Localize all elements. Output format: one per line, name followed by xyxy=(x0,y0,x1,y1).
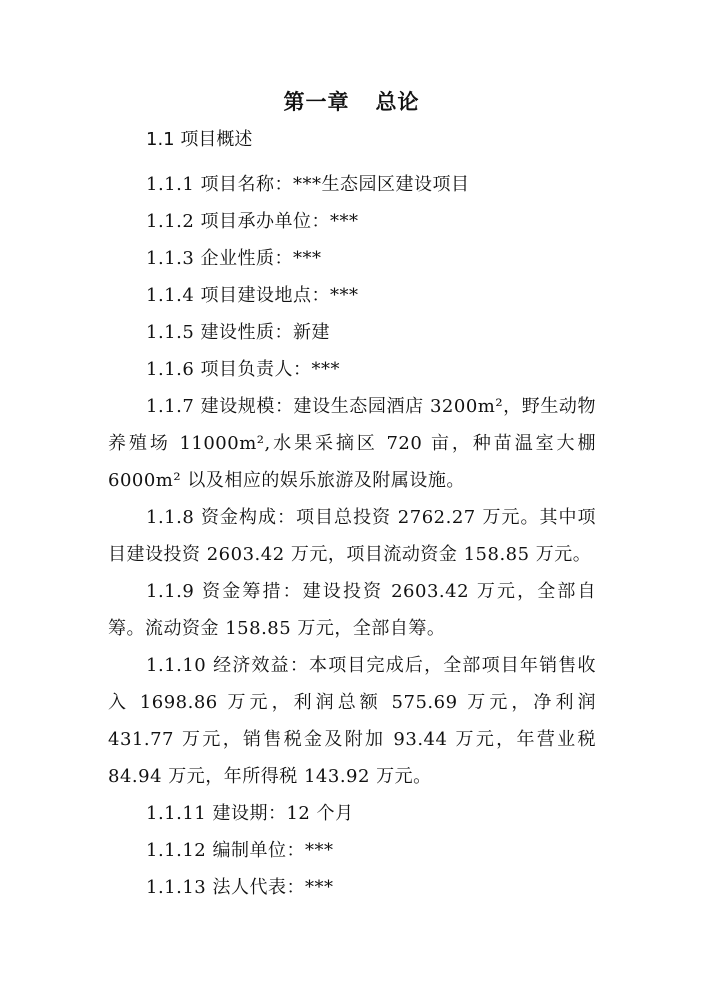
chapter-name: 总论 xyxy=(375,90,420,114)
item-location: 1.1.4 项目建设地点：*** xyxy=(146,285,359,306)
item-project-name: 1.1.1 项目名称：***生态园区建设项目 xyxy=(146,174,470,195)
item-enterprise-nature: 1.1.3 企业性质：*** xyxy=(146,248,322,269)
chapter-number: 第一章 xyxy=(283,90,350,114)
item-economic-benefit: 1.1.10 经济效益：本项目完成后，全部项目年销售收入 1698.86 万元，利润总额 575.69 万元，净利润 431.77 万元，销售税金及附加 93.44 万元，年营业税 84.94 万元，年所得税 143.92 万元。 xyxy=(108,655,596,787)
chapter-title xyxy=(0,86,703,116)
item-project-leader: 1.1.6 项目负责人：*** xyxy=(146,359,341,380)
item-construction-nature: 1.1.5 建设性质：新建 xyxy=(146,322,331,343)
section-heading: 1.1 项目概述 xyxy=(146,129,253,150)
item-organizer: 1.1.2 项目承办单位：*** xyxy=(146,211,359,232)
item-fund-raising: 1.1.9 资金筹措：建设投资 2603.42 万元，全部自筹。流动资金 158.85 万元，全部自筹。 xyxy=(108,581,596,639)
item-construction-period: 1.1.11 建设期：12 个月 xyxy=(146,803,354,824)
item-legal-representative: 1.1.13 法人代表：*** xyxy=(146,877,334,898)
item-construction-scale: 1.1.7 建设规模：建设生态园酒店 3200m²，野生动物养殖场 11000m²,水果采摘区 720 亩，种苗温室大棚 6000m² 以及相应的娱乐旅游及附属设施。 xyxy=(108,396,596,491)
item-funding-structure: 1.1.8 资金构成：项目总投资 2762.27 万元。其中项目建设投资 2603.42 万元，项目流动资金 158.85 万元。 xyxy=(108,507,596,565)
document-body xyxy=(108,166,596,906)
item-compiling-unit: 1.1.12 编制单位：*** xyxy=(146,840,334,861)
